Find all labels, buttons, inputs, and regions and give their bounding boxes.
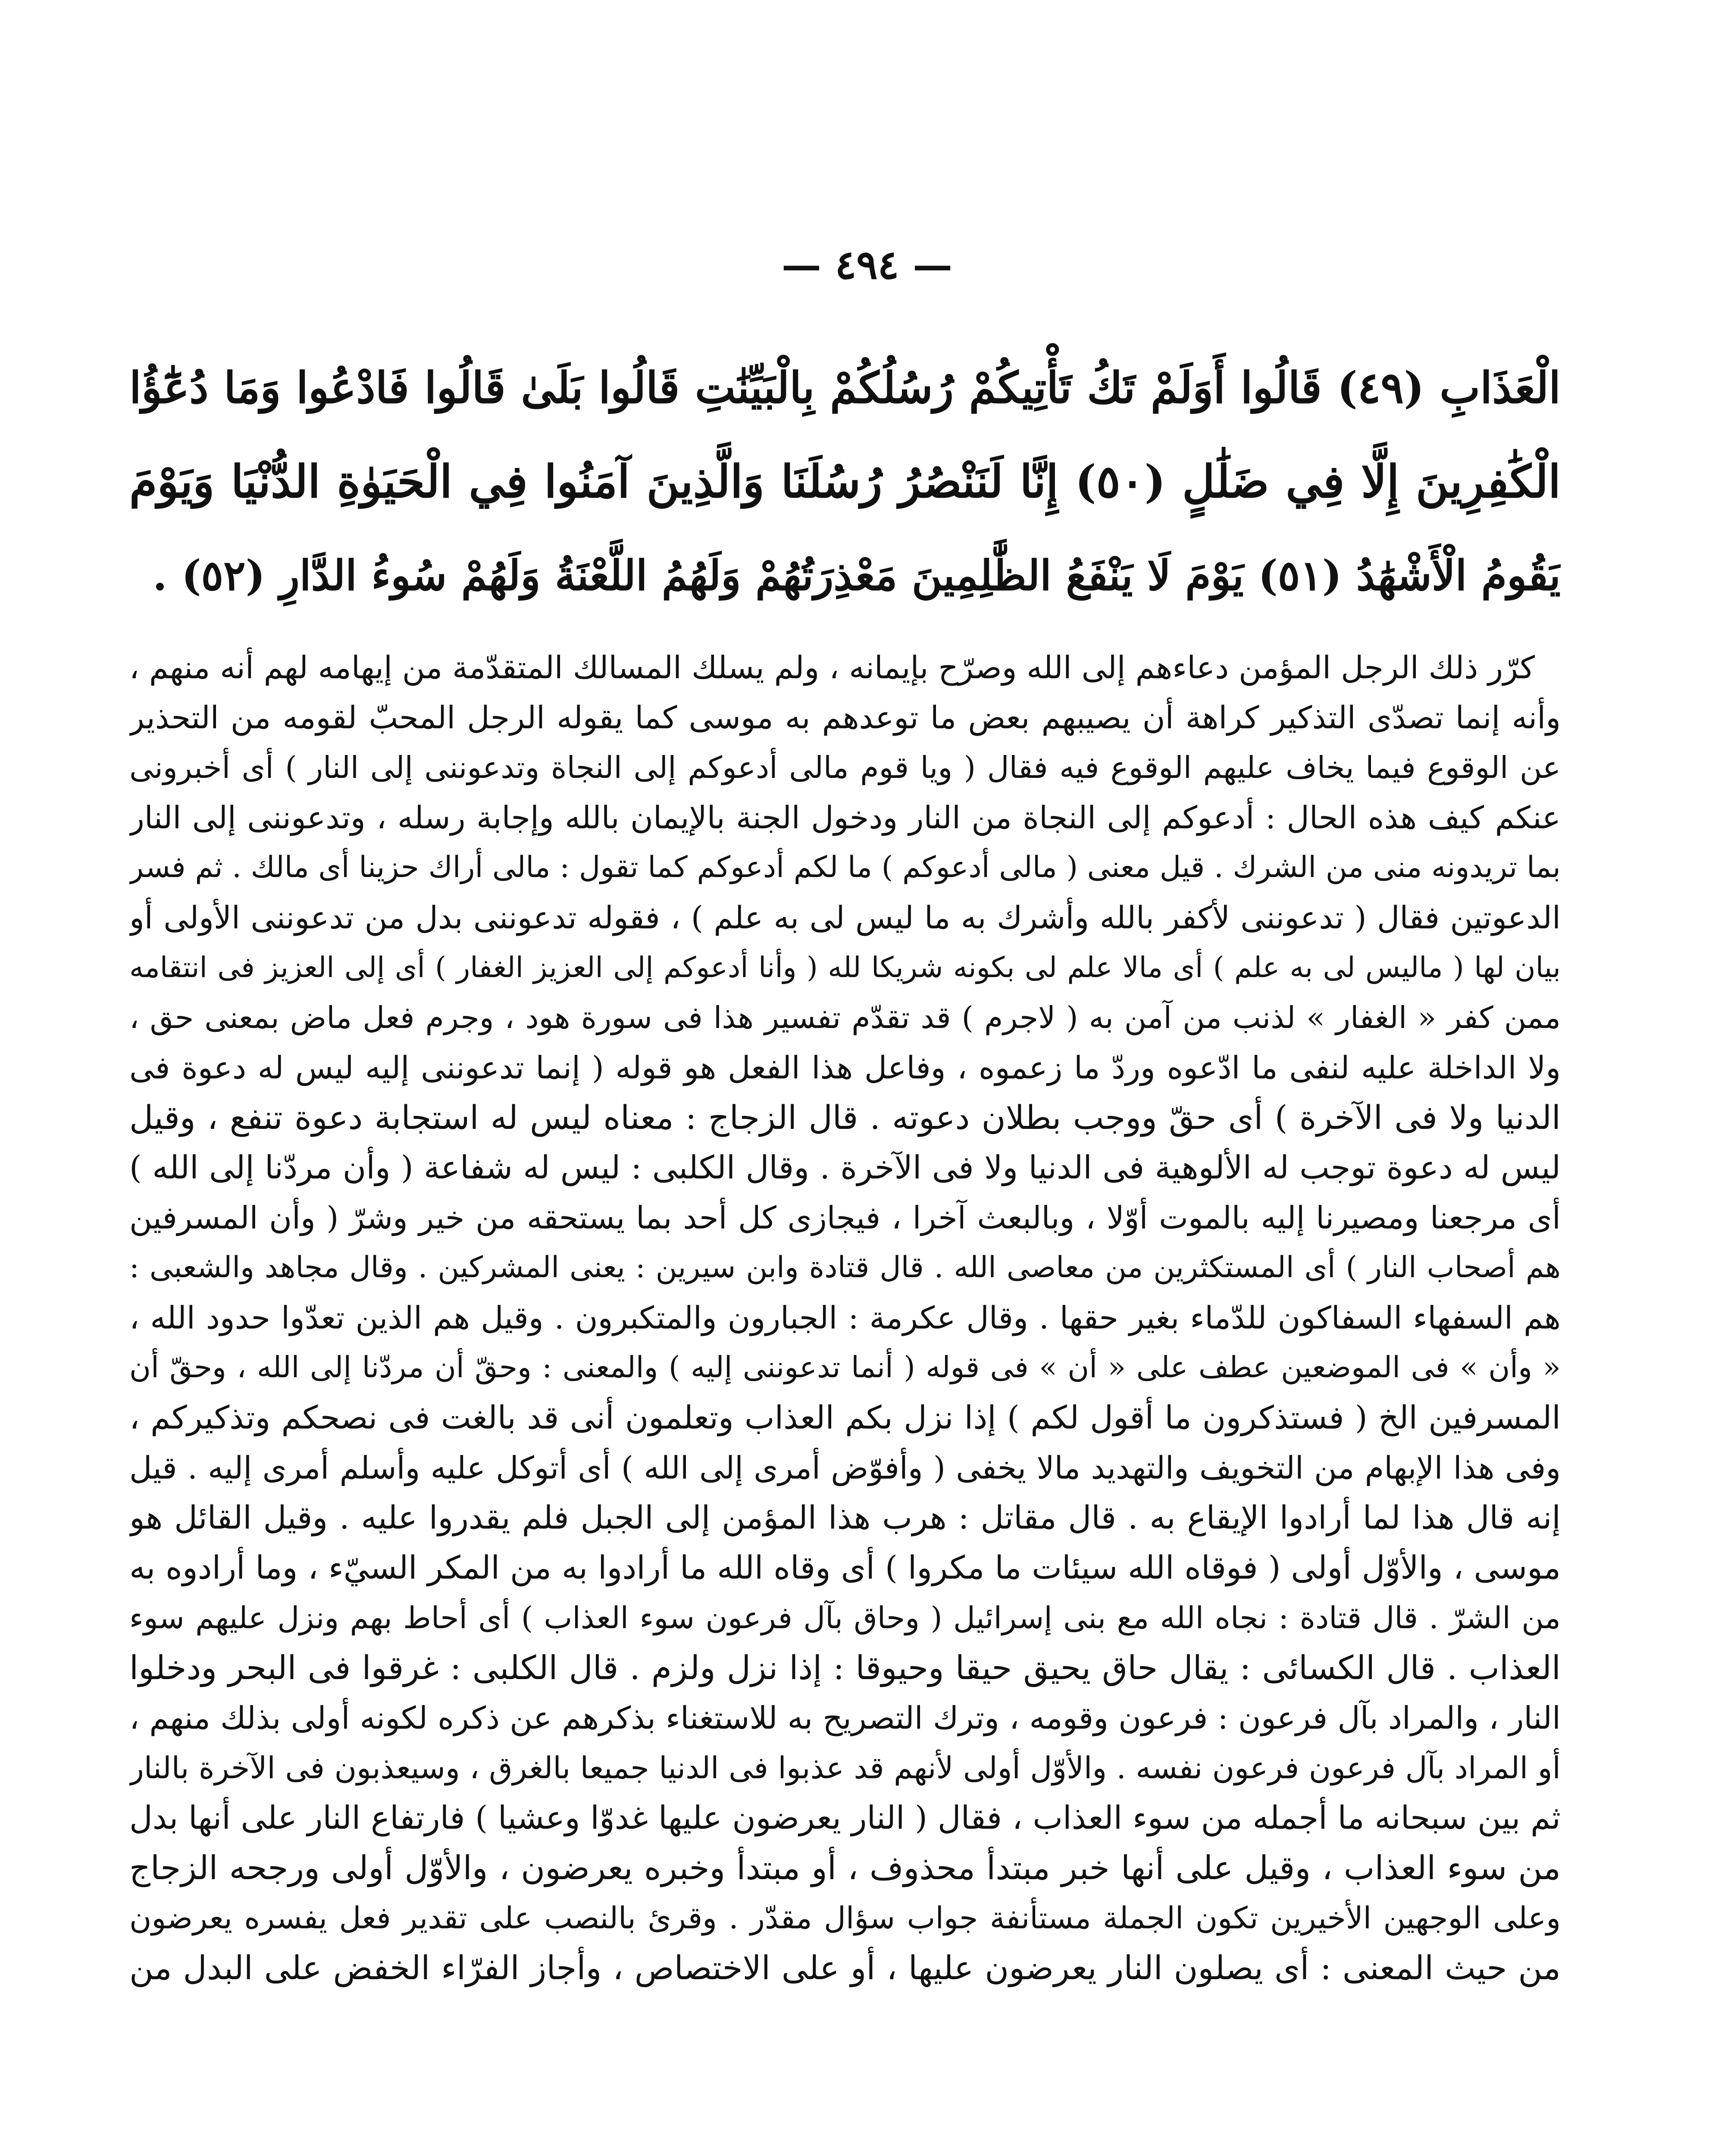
commentary-line: وفى هذا الإبهام من التخويف والتهديد مالا يخفى ( وأفوّض أمرى إلى الله ) أى أتوكل عليه وأسلم أمرى إليه . قيل xyxy=(129,1450,1561,1486)
commentary-line: الدنيا ولا فى الآخرة ) أى حقّ ووجب بطلان دعوته . قال الزجاج : معناه ليس له استجابة دعوة تنفع ، وقيل xyxy=(129,1098,1561,1137)
commentary-line: الدعوتين فقال ( تدعوننى لأكفر بالله وأشرك به ما ليس لى به علم ) ، فقوله تدعوننى بدل من تدعوننى الأولى أو xyxy=(129,899,1561,936)
commentary-line: من حيث المعنى : أى يصلون النار يعرضون عليها ، أو على الاختصاص ، وأجاز الفرّاء الخفض على البدل من xyxy=(129,1949,1561,1987)
commentary-line: ممن كفر « الغفار » لذنب من آمن به ( لاجرم ) قد تقدّم تفسير هذا فى سورة هود ، وجرم فعل ماض بمعنى حق ، xyxy=(129,1000,1561,1035)
quran-line: الْكَٰفِرِينَ إِلَّا فِي ضَلَٰلٍ (٥٠) إِنَّا لَنَنْصُرُ رُسُلَنَا وَالَّذِينَ آمَنُوا فِي الْحَيَوٰةِ الدُّنْيَا وَيَوْمَ xyxy=(129,455,1561,508)
commentary-line: أو المراد بآل فرعون فرعون نفسه . والأوّل أولى لأنهم قد عذبوا فى الدنيا جميعا بالغرق ، وسيعذبون فى الآخرة بالنار xyxy=(129,1750,1561,1786)
commentary-line: ليس له دعوة توجب له الألوهية فى الدنيا ولا فى الآخرة . وقال الكلبى : ليس له شفاعة ( وأن مردّنا إلى الله ) xyxy=(129,1149,1561,1186)
commentary-line: عنكم كيف هذه الحال : أدعوكم إلى النجاة من النار ودخول الجنة بالإيمان بالله وإجابة رسله ، وتدعوننى إلى النار xyxy=(129,799,1561,836)
commentary-text xyxy=(129,642,1561,1993)
commentary-line: العذاب . قال الكسائى : يقال حاق يحيق حيقا وحيوقا : إذا نزل ولزم . قال الكلبى : غرقوا فى البحر ودخلوا xyxy=(129,1648,1561,1687)
quran-line: يَقُومُ الْأَشْهَٰدُ (٥١) يَوْمَ لَا يَنْفَعُ الظَّٰلِمِينَ مَعْذِرَتُهُمْ وَلَهُمُ اللَّعْنَةُ وَلَهُمْ سُوءُ الدَّارِ (٥٢) . xyxy=(153,551,1561,600)
commentary-line: بيان لها ( ماليس لى به علم ) أى مالا علم لى بكونه شريكا لله ( وأنا أدعوكم إلى العزيز الغفار ) أى إلى العزيز فى انتقامه xyxy=(129,951,1561,984)
commentary-line: من سوء العذاب ، وقيل على أنها خبر مبتدأ محذوف ، أو مبتدأ وخبره يعرضون ، والأوّل أولى ورجحه الزجاج xyxy=(129,1849,1561,1887)
quran-verses xyxy=(129,341,1561,623)
commentary-line: وعلى الوجهين الأخيرين تكون الجملة مستأنفة جواب سؤال مقدّر . وقرئ بالنصب على تقدير فعل يفسره يعرضون xyxy=(129,1900,1561,1936)
commentary-line: أى مرجعنا ومصيرنا إليه بالموت أوّلا ، وبالبعث آخرا ، فيجازى كل أحد بما يستحقه من خير وشرّ ( وأن المسرفين xyxy=(129,1200,1561,1236)
commentary-line: إنه قال هذا لما أرادوا الإيقاع به . قال مقاتل : هرب هذا المؤمن إلى الجبل فلم يقدروا عليه . وقيل القائل هو xyxy=(129,1499,1561,1536)
commentary-line: من الشرّ . قال قتادة : نجاه الله مع بنى إسرائيل ( وحاق بآل فرعون سوء العذاب ) أى أحاط بهم ونزل عليهم سوء xyxy=(129,1600,1561,1636)
commentary-line: « وأن » فى الموضعين عطف على « أن » فى قوله ( أنما تدعوننى إليه ) والمعنى : وحقّ أن مردّنا إلى الله ، وحقّ أن xyxy=(129,1351,1561,1385)
commentary-line: هم أصحاب النار ) أى المستكثرين من معاصى الله . قال قتادة وابن سيرين : يعنى المشركين . وقال مجاهد والشعبى : xyxy=(129,1250,1561,1285)
commentary-line: ولا الداخلة عليه لنفى ما ادّعوه وردّ ما زعموه ، وفاعل هذا الفعل هو قوله ( إنما تدعوننى إليه ليس له دعوة فى xyxy=(129,1050,1561,1086)
commentary-line: موسى ، والأوّل أولى ( فوقاه الله سيئات ما مكروا ) أى وقاه الله ما أرادوا به من المكر السيّء ، وما أرادوه به xyxy=(129,1549,1561,1586)
commentary-line: ثم بين سبحانه ما أجمله من سوء العذاب ، فقال ( النار يعرضون عليها غدوّا وعشيا ) فارتفاع النار على أنها بدل xyxy=(129,1799,1561,1836)
commentary-line: المسرفين الخ ( فستذكرون ما أقول لكم ) إذا نزل بكم العذاب وتعلمون أنى قد بالغت فى نصحكم وتذكيركم ، xyxy=(129,1399,1561,1436)
quran-line: الْعَذَابِ (٤٩) قَالُوا أَوَلَمْ تَكُ تَأْتِيكُمْ رُسُلُكُمْ بِالْبَيِّنَٰتِ قَالُوا بَلَىٰ قَالُوا فَادْعُوا وَمَا دُعَٰٓؤُا xyxy=(129,362,1561,413)
commentary-line: النار ، والمراد بآل فرعون : فرعون وقومه ، وترك التصريح به للاستغناء بذكرهم عن ذكره لكونه أولى بذلك منهم ، xyxy=(129,1700,1561,1736)
commentary-line: وأنه إنما تصدّى التذكير كراهة أن يصيبهم بعض ما توعدهم به موسى كما يقوله الرجل المحبّ لقومه من التحذير xyxy=(129,699,1561,736)
page-number: — ٤٩٤ — xyxy=(781,241,953,288)
commentary-line: عن الوقوع فيما يخاف عليهم الوقوع فيه فقال ( ويا قوم مالى أدعوكم إلى النجاة وتدعوننى إلى النار ) أى أخبرونى xyxy=(129,750,1561,785)
commentary-line: هم السفهاء السفاكون للدّماء بغير حقها . وقال عكرمة : الجبارون والمتكبرون . وقيل هم الذين تعدّوا حدود الله ، xyxy=(129,1300,1561,1336)
commentary-line: بما تريدونه منى من الشرك . قيل معنى ( مالى أدعوكم ) ما لكم أدعوكم كما تقول : مالى أراك حزينا أى مالك . ثم فسر xyxy=(129,850,1561,884)
commentary-line: كرّر ذلك الرجل المؤمن دعاءهم إلى الله وصرّح بإيمانه ، ولم يسلك المسالك المتقدّمة من إيهامه لهم أنه منهم ، xyxy=(129,649,1535,686)
